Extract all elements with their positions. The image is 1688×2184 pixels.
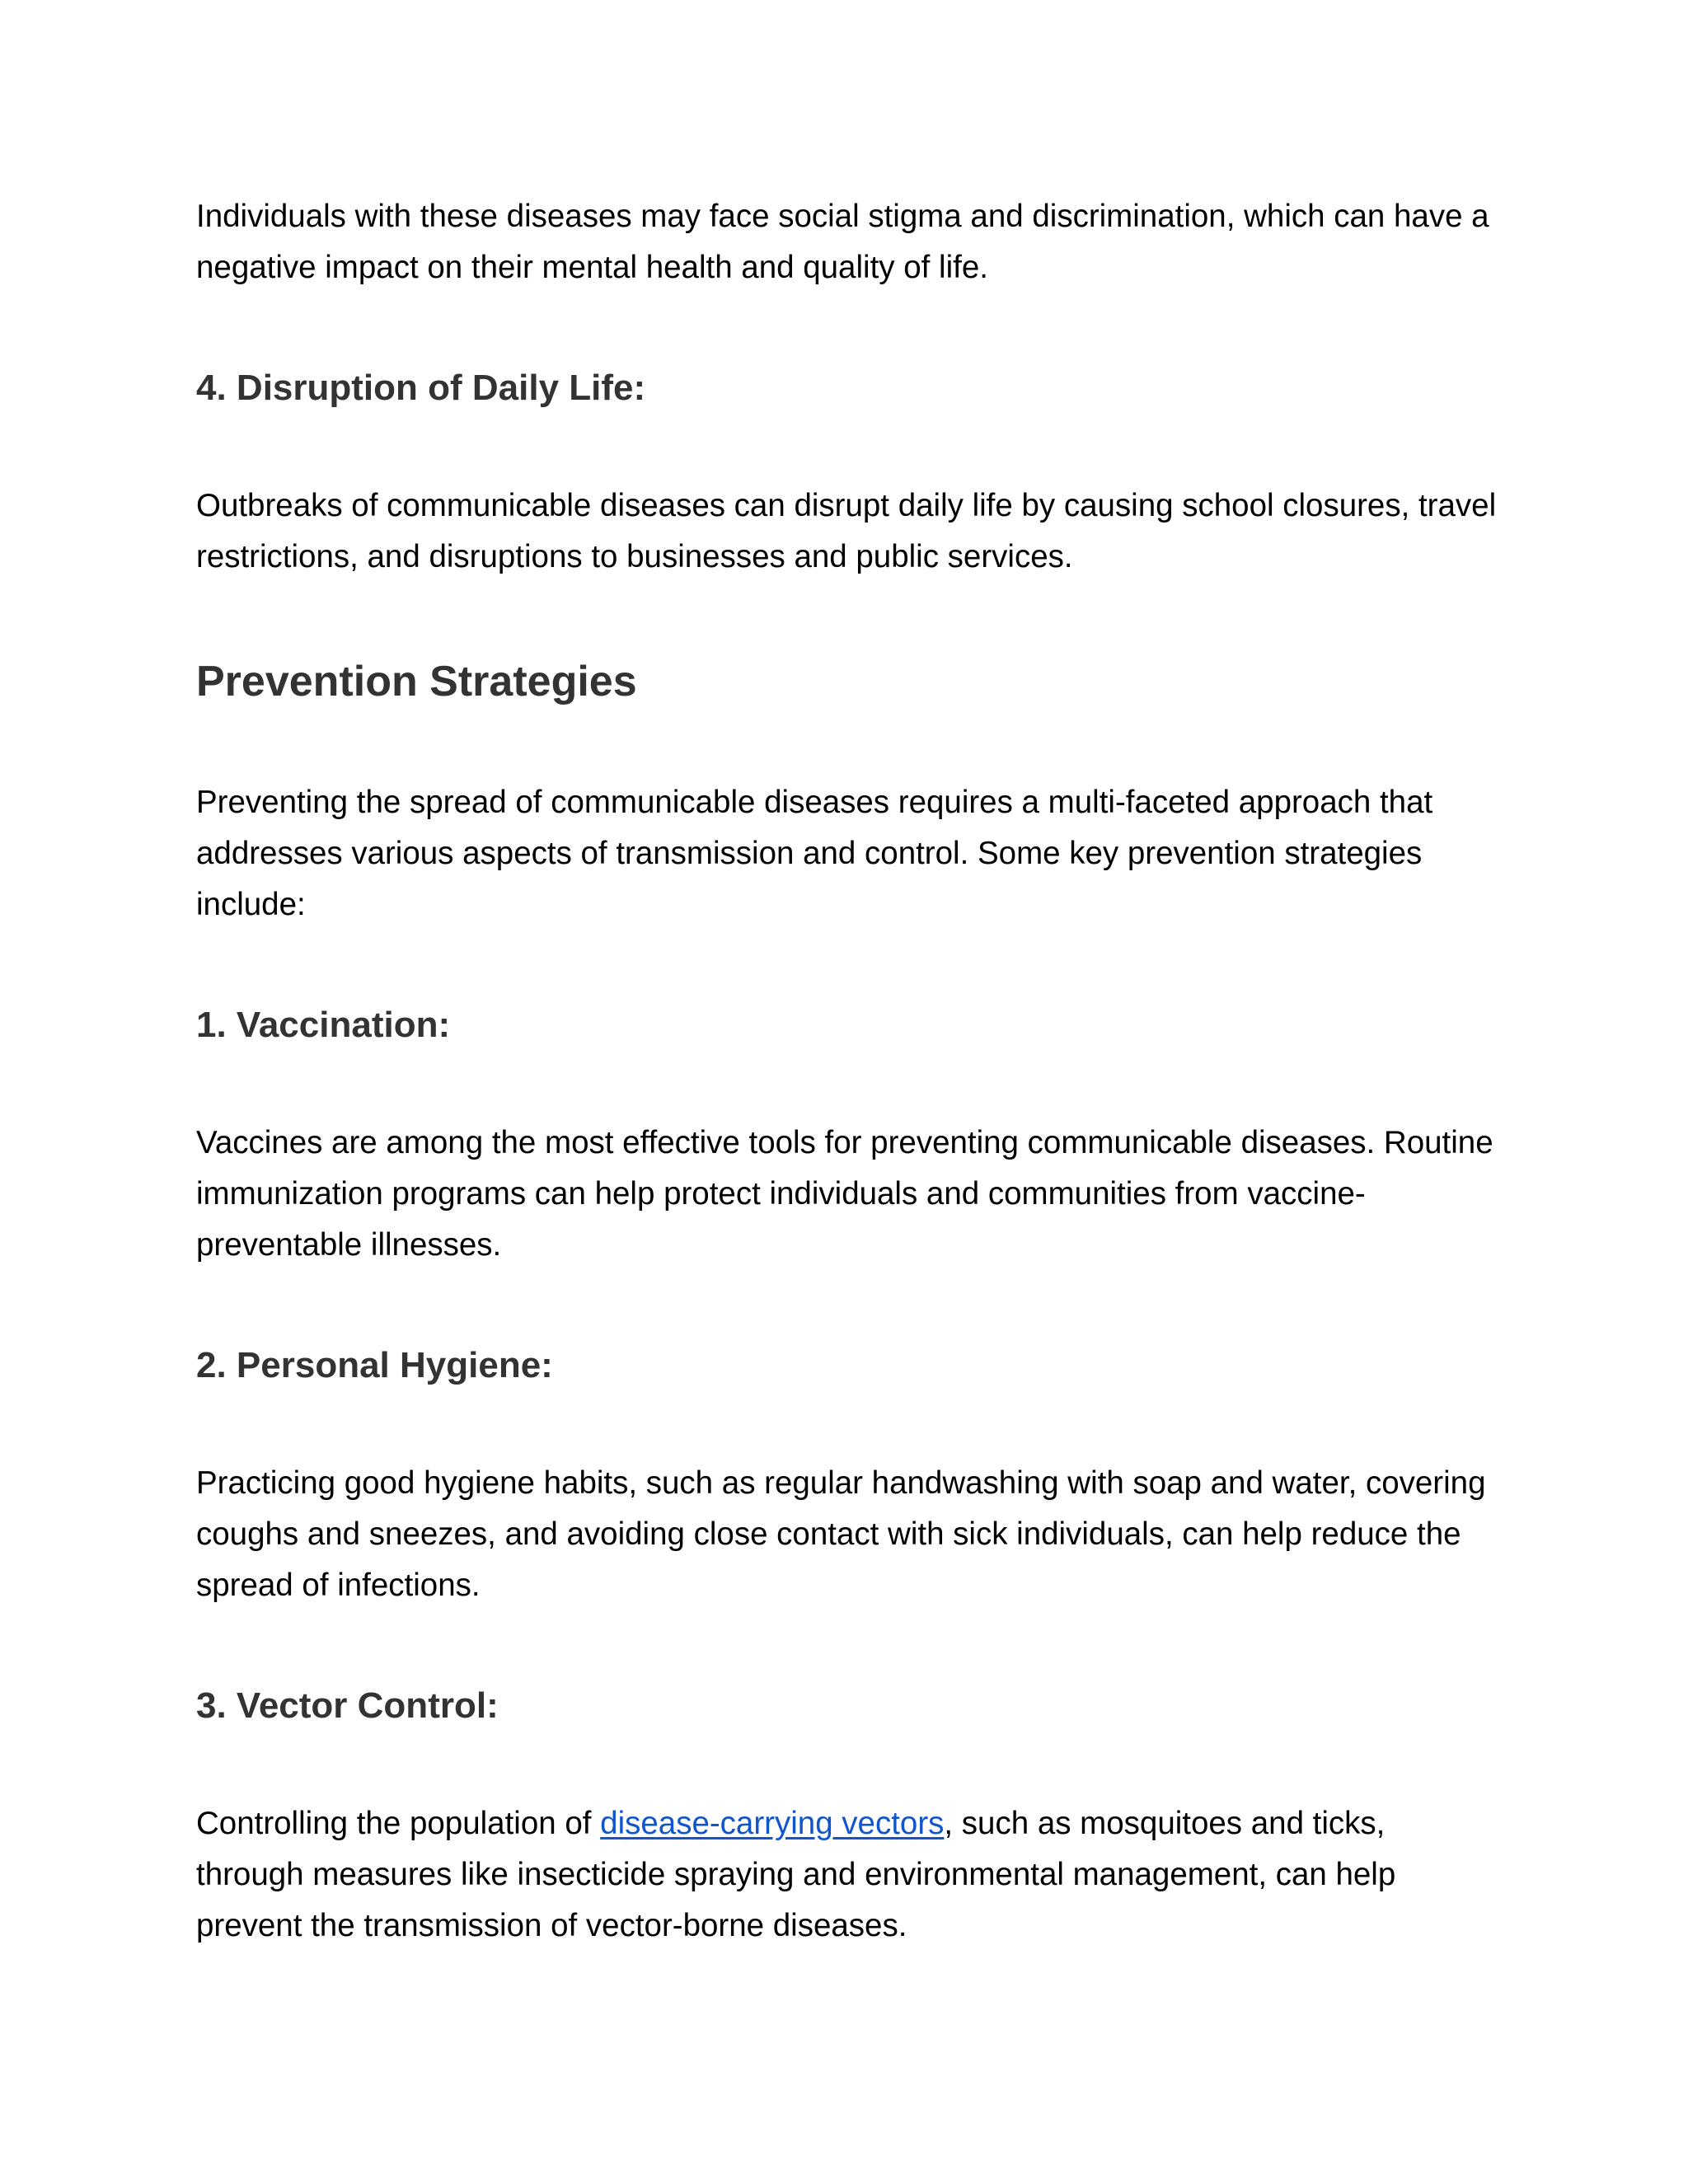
heading-prevention-strategies: Prevention Strategies bbox=[196, 658, 637, 705]
vector-text-after-link: , such as mosquitoes and ticks, through measures like insecticide spraying and environmental management, can help prevent the transmission of vector-borne diseases. bbox=[196, 1806, 1396, 1943]
heading-personal-hygiene: 2. Personal Hygiene: bbox=[196, 1345, 553, 1385]
disease-carrying-vectors-link[interactable]: disease-carrying vectors bbox=[600, 1806, 945, 1841]
vector-text-before-link: Controlling the population of bbox=[196, 1806, 601, 1841]
paragraph-personal-hygiene: Practicing good hygiene habits, such as regular handwashing with soap and water, covering coughs and sneezes, and avoiding close contact with sick individuals, can help reduce the spread of infections. bbox=[196, 1465, 1486, 1603]
document-body bbox=[196, 191, 1498, 1952]
paragraph-prevention-intro: Preventing the spread of communicable diseases requires a multi-faceted approach that addresses various aspects of transmission and control. Some key prevention strategies include: bbox=[196, 785, 1433, 922]
paragraph-disruption: Outbreaks of communicable diseases can disrupt daily life by causing school closures, travel restrictions, and disruptions to businesses and public services. bbox=[196, 488, 1497, 574]
paragraph-social-stigma: Individuals with these diseases may face social stigma and discrimination, which can have a negative impact on their mental health and quality of life. bbox=[196, 199, 1489, 285]
heading-vaccination: 1. Vaccination: bbox=[196, 1005, 451, 1045]
paragraph-vector-control bbox=[196, 1798, 1498, 1952]
heading-vector-control: 3. Vector Control: bbox=[196, 1685, 499, 1726]
paragraph-vaccination: Vaccines are among the most effective tools for preventing communicable diseases. Routine immunization programs can help protect individuals and communities from vaccine-preventable illnesses. bbox=[196, 1125, 1493, 1263]
heading-disruption-of-daily-life: 4. Disruption of Daily Life: bbox=[196, 368, 646, 408]
